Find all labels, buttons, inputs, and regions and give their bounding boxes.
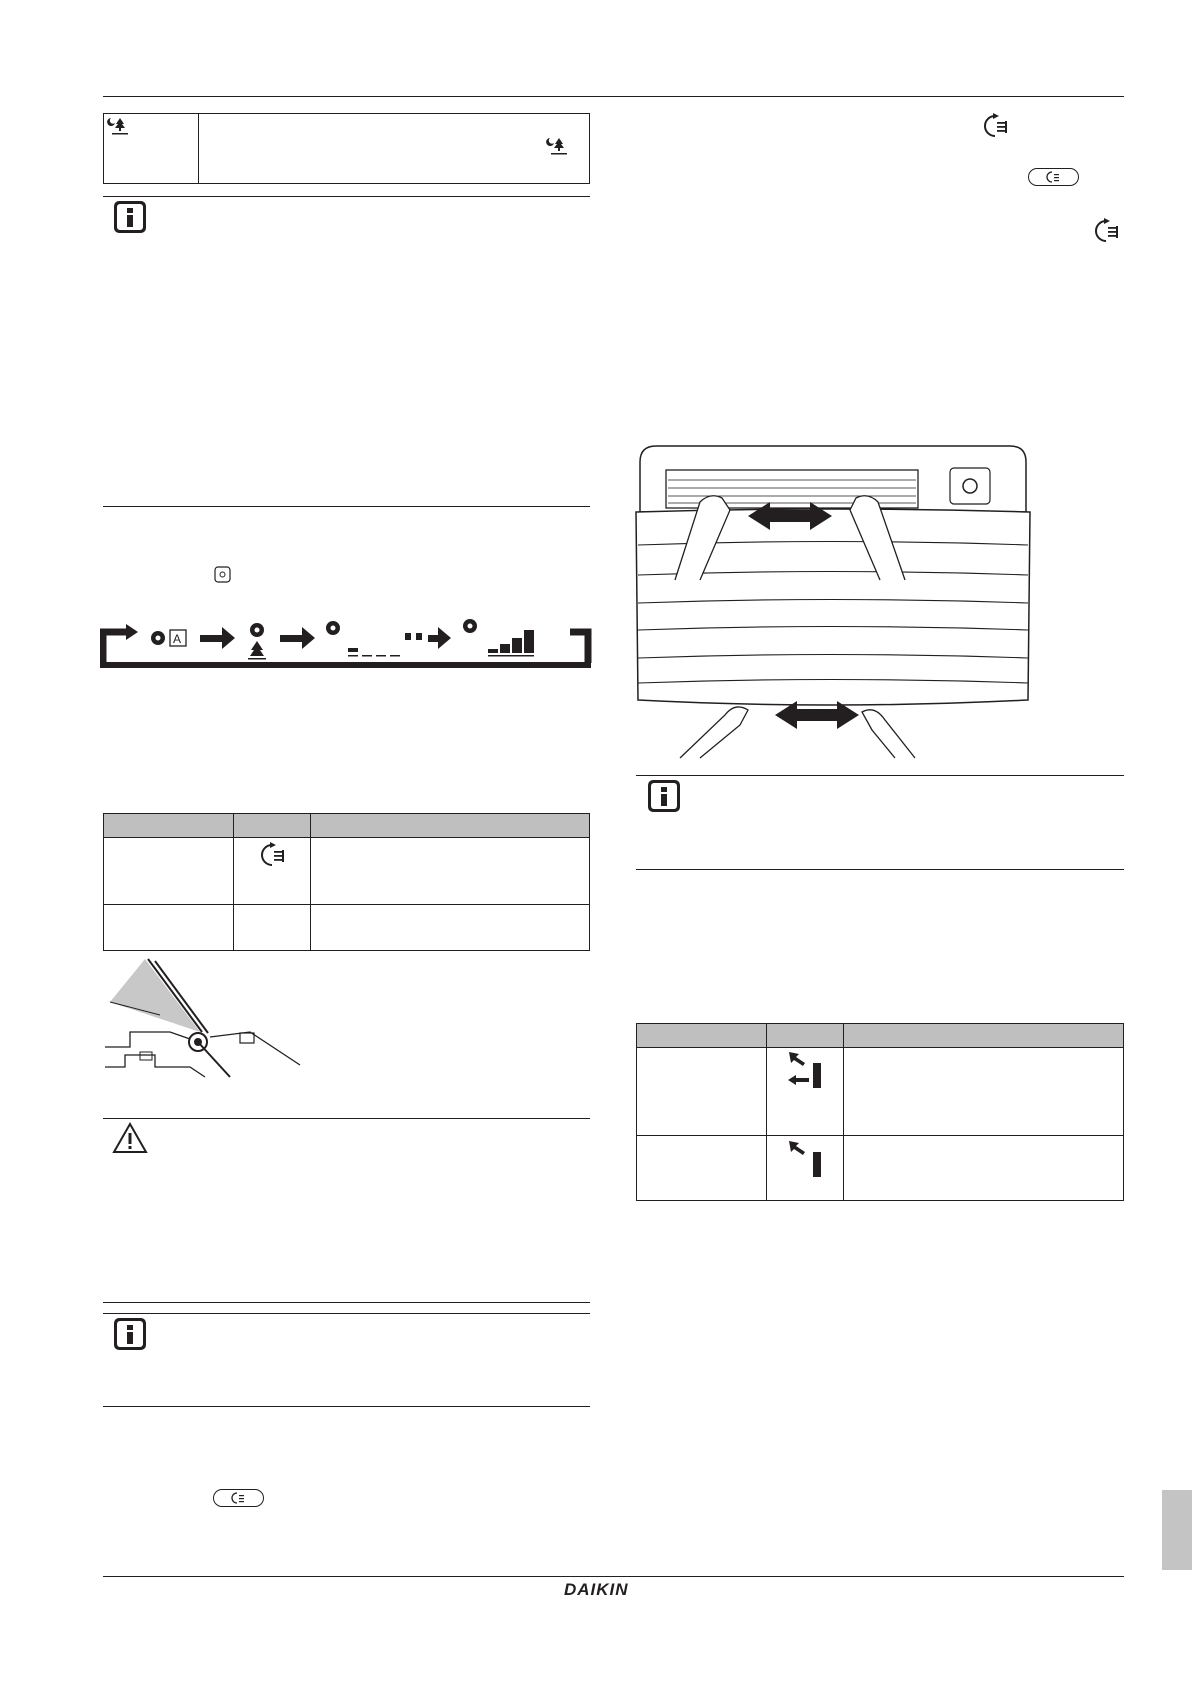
fan-level-low-icon xyxy=(326,621,400,657)
svg-text:A: A xyxy=(173,632,182,646)
swing-table-row-rule xyxy=(103,904,590,905)
night-quiet-icon xyxy=(545,136,567,156)
swing-button[interactable] xyxy=(213,1489,264,1507)
swing-table xyxy=(103,813,590,951)
info-note-1-top-rule xyxy=(103,196,590,197)
swing-button[interactable] xyxy=(1028,168,1079,186)
vertical-swing-icon xyxy=(261,842,287,868)
flap-swing-diagram xyxy=(100,957,305,1079)
caution-note-bottom-rule xyxy=(103,1302,590,1303)
header-rule xyxy=(103,96,1124,97)
airflow-single-arrow-icon xyxy=(785,1139,825,1179)
airflow-table-row-rule xyxy=(636,1135,1124,1136)
fan-button-icon[interactable] xyxy=(214,566,232,584)
airflow-table-col-divider xyxy=(843,1023,844,1201)
swing-button-icon xyxy=(231,1492,247,1504)
fan-auto-icon xyxy=(151,630,186,646)
airflow-double-arrow-icon xyxy=(785,1050,825,1090)
night-quiet-icon xyxy=(106,116,128,136)
swing-button-icon xyxy=(1046,171,1062,183)
info-note-1-bottom-rule xyxy=(103,506,590,507)
airflow-table-col-divider xyxy=(766,1023,767,1201)
indoor-unit-adjustment-diagram xyxy=(630,440,1035,765)
fan-level-high-icon xyxy=(463,619,534,657)
footer-rule xyxy=(103,1576,1124,1577)
night-mode-table-divider xyxy=(198,113,199,184)
warning-icon xyxy=(112,1122,148,1154)
airflow-table xyxy=(636,1023,1124,1201)
info-note-2-top-rule xyxy=(103,1313,590,1314)
vertical-swing-icon xyxy=(1095,218,1121,244)
daikin-logo xyxy=(564,1580,664,1600)
fan-speed-sequence xyxy=(100,618,592,668)
info-icon xyxy=(113,200,147,234)
info-note-3-bottom-rule xyxy=(636,869,1124,870)
caution-note-top-rule xyxy=(103,1118,590,1119)
info-note-3-top-rule xyxy=(636,775,1124,776)
chapter-side-tab xyxy=(1162,1490,1192,1570)
info-icon xyxy=(647,779,681,813)
night-mode-table xyxy=(103,113,590,184)
daikin-logo-text: DAIKIN xyxy=(564,1580,629,1599)
info-note-2-bottom-rule xyxy=(103,1406,590,1407)
fan-night-quiet-icon xyxy=(248,623,266,660)
vertical-swing-icon xyxy=(984,113,1010,139)
info-icon xyxy=(113,1317,147,1351)
